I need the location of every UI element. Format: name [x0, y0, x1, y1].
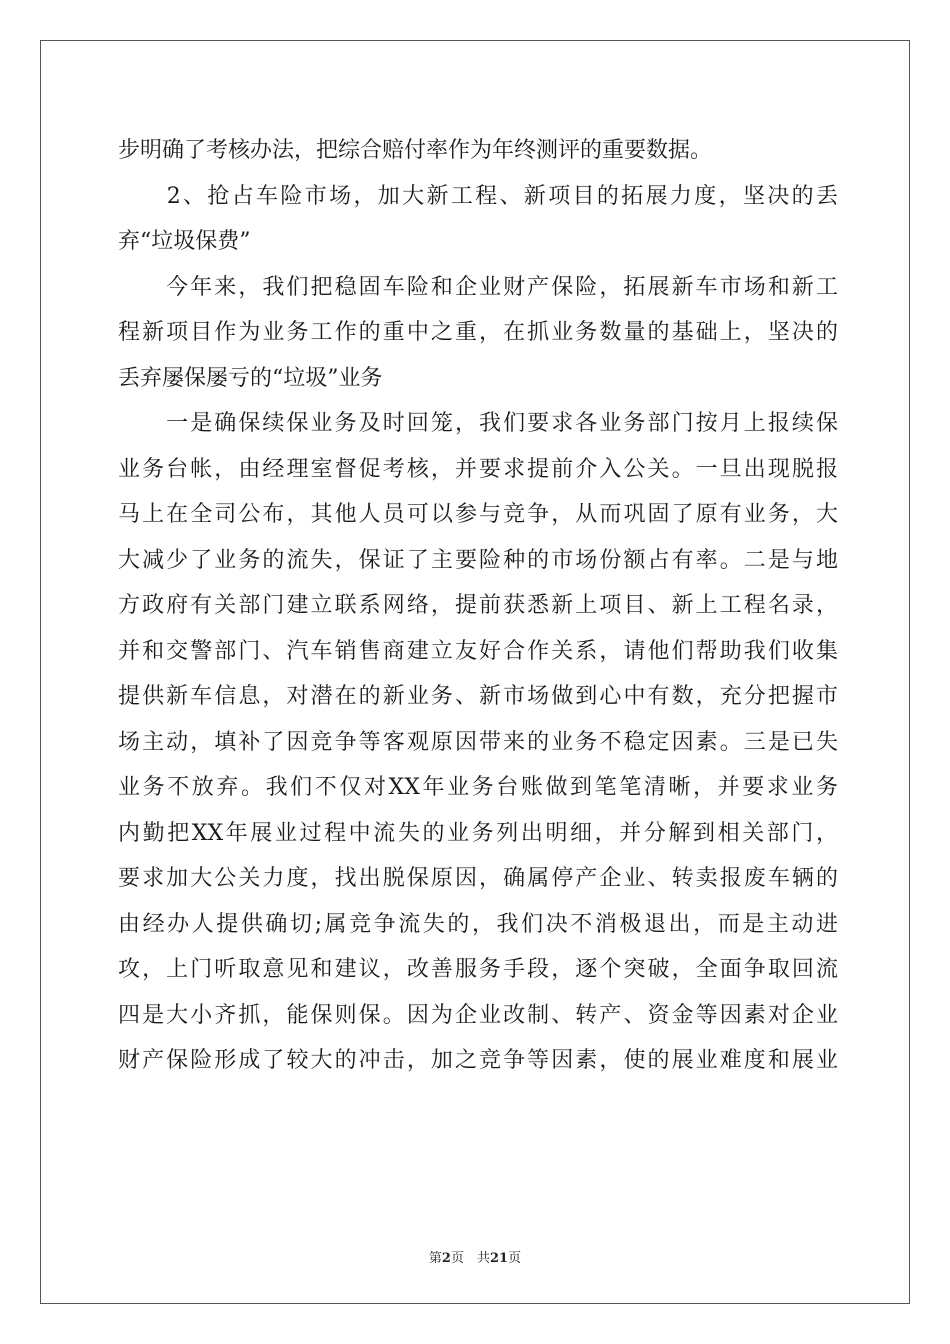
- text-line: 提供新车信息，对潜在的新业务、新市场做到心中有数，充分把握市: [118, 684, 838, 709]
- text-line: 今年来，我们把稳固车险和企业财产保险，拓展新车市场和新工: [118, 274, 838, 300]
- text-line: 财产保险形成了较大的冲击，加之竞争等因素，使的展业难度和展业: [118, 1048, 838, 1073]
- text-line: 并和交警部门、汽车销售商建立友好合作关系，请他们帮助我们收集: [118, 638, 838, 664]
- text-line: 由经办人提供确切;属竞争流失的，我们决不消极退出，而是主动进: [118, 911, 838, 937]
- text-line: 弃“垃圾保费”: [118, 229, 251, 254]
- page-footer: [0, 1247, 950, 1266]
- text-line: 业务台帐，由经理室督促考核，并要求提前介入公关。一旦出现脱报: [118, 456, 838, 482]
- footer-mid: 页 共: [450, 1251, 490, 1266]
- text-line: 业务不放弃。我们不仅对XX年业务台账做到笔笔清晰，并要求业务: [118, 775, 838, 800]
- text-line: 2、抢占车险市场，加大新工程、新项目的拓展力度，坚决的丢: [118, 183, 838, 209]
- total-pages-number: 21: [489, 1251, 509, 1266]
- text-line: 攻，上门听取意见和建议，改善服务手段，逐个突破，全面争取回流: [118, 957, 838, 982]
- text-line: 大减少了业务的流失，保证了主要险种的市场份额占有率。二是与地: [118, 547, 838, 573]
- text-line: 步明确了考核办法，把综合赔付率作为年终测评的重要数据。: [118, 138, 713, 163]
- current-page-number: 2: [441, 1251, 451, 1266]
- text-line: 内勤把XX年展业过程中流失的业务列出明细，并分解到相关部门，: [118, 820, 838, 846]
- text-line: 场主动，填补了因竞争等客观原因带来的业务不稳定因素。三是已失: [118, 729, 838, 755]
- text-line: 一是确保续保业务及时回笼，我们要求各业务部门按月上报续保: [118, 411, 838, 436]
- footer-suffix: 页: [508, 1251, 522, 1266]
- text-line: 丢弃屡保屡亏的“垃圾”业务: [118, 365, 383, 391]
- text-line: 程新项目作为业务工作的重中之重，在抓业务数量的基础上，坚决的: [118, 320, 838, 345]
- footer-prefix: 第: [428, 1251, 442, 1266]
- document-body: [118, 128, 838, 1084]
- text-line: 马上在全司公布，其他人员可以参与竞争，从而巩固了原有业务，大: [118, 502, 838, 527]
- text-line: 方政府有关部门建立联系网络，提前获悉新上项目、新上工程名录，: [118, 593, 838, 618]
- text-line: 要求加大公关力度，找出脱保原因，确属停产企业、转卖报废车辆的: [118, 866, 838, 891]
- text-line: 四是大小齐抓，能保则保。因为企业改制、转产、资金等因素对企业: [118, 1002, 838, 1028]
